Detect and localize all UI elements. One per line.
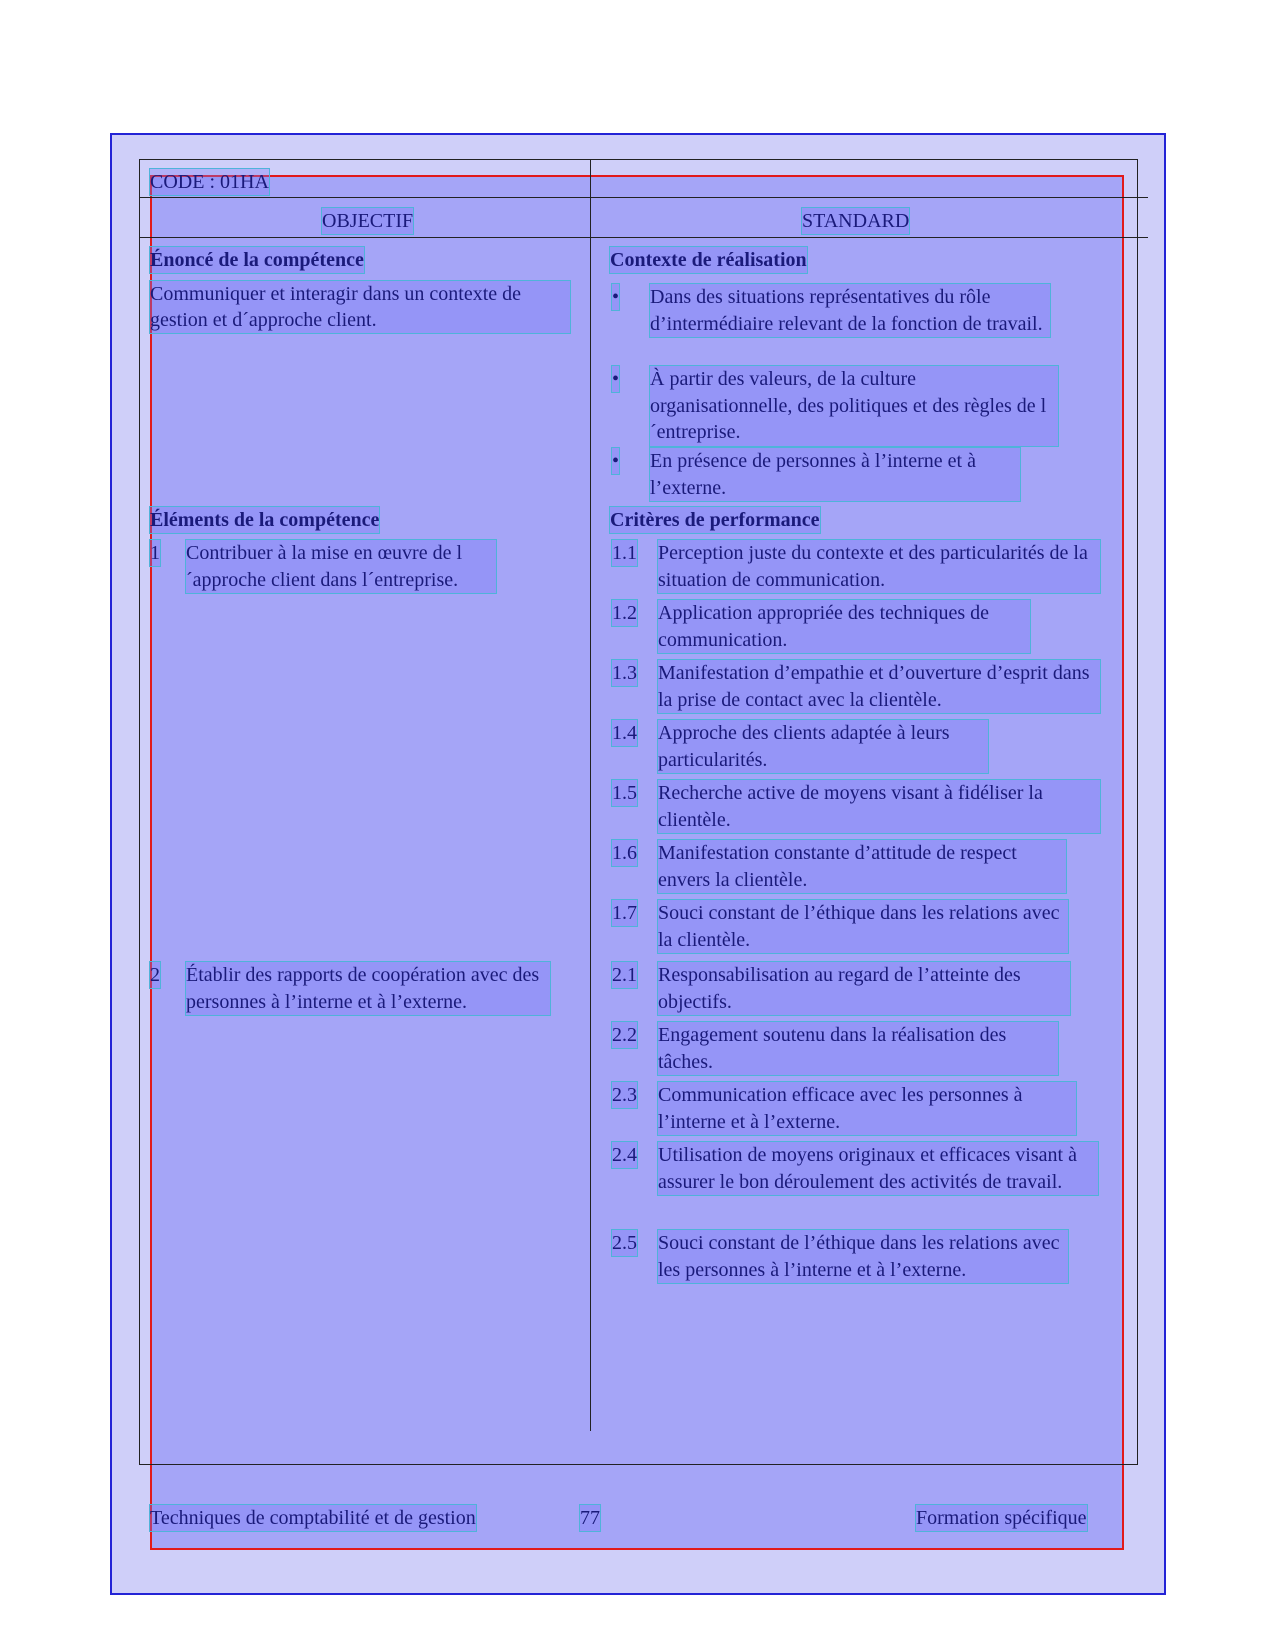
criterion-text: Souci constant de l’éthique dans les relations avec les personnes à l’interne et à l’externe.	[658, 1230, 1068, 1283]
criterion-text: Manifestation d’empathie et d’ouverture d’esprit dans la prise de contact avec la clientèle.	[658, 660, 1100, 713]
criterion-number: 2.3	[612, 1084, 637, 1106]
criterion-text: Recherche active de moyens visant à fidéliser la clientèle.	[658, 780, 1100, 833]
criterion-number: 2.4	[612, 1144, 637, 1166]
table-divider-columns	[139, 237, 1148, 238]
code-label: CODE : 01HA	[150, 171, 269, 193]
context-heading: Contexte de réalisation	[610, 249, 807, 271]
context-bullet-text: À partir des valeurs, de la culture organisationnelle, des politiques et des règles de l´entreprise.	[650, 366, 1058, 446]
criterion-text: Approche des clients adaptée à leurs particularités.	[658, 720, 988, 773]
context-bullet-text: Dans des situations représentatives du rôle d’intermédiaire relevant de la fonction de travail.	[650, 284, 1050, 337]
column-header-objective: OBJECTIF	[322, 210, 414, 232]
bullet-marker: •	[612, 368, 620, 390]
column-header-standard: STANDARD	[802, 210, 910, 232]
criterion-text: Souci constant de l’éthique dans les relations avec la clientèle.	[658, 900, 1068, 953]
criterion-text: Application appropriée des techniques de communication.	[658, 600, 1030, 653]
criteria-heading: Critères de performance	[610, 509, 820, 531]
context-bullet-text: En présence de personnes à l’interne et à l’externe.	[650, 448, 1020, 501]
element-number: 1	[150, 542, 160, 564]
criterion-text: Utilisation de moyens originaux et efficaces visant à assurer le bon déroulement des activités de travail.	[658, 1142, 1098, 1195]
criterion-number: 2.5	[612, 1232, 637, 1254]
element-text: Contribuer à la mise en œuvre de l´approche client dans l´entreprise.	[186, 540, 496, 593]
criterion-number: 1.3	[612, 662, 637, 684]
criterion-text: Manifestation constante d’attitude de respect envers la clientèle.	[658, 840, 1066, 893]
criterion-number: 1.6	[612, 842, 637, 864]
criterion-number: 1.1	[612, 542, 637, 564]
elements-heading: Éléments de la compétence	[150, 509, 380, 531]
criterion-text: Responsabilisation au regard de l’atteinte des objectifs.	[658, 962, 1070, 1015]
competence-heading: Énoncé de la compétence	[150, 249, 364, 271]
criterion-number: 2.2	[612, 1024, 637, 1046]
criterion-number: 1.4	[612, 722, 637, 744]
bullet-marker: •	[612, 286, 620, 308]
criterion-text: Communication efficace avec les personnes à l’interne et à l’externe.	[658, 1082, 1076, 1135]
competence-statement: Communiquer et interagir dans un contexte de gestion et d´approche client.	[150, 281, 570, 333]
criterion-number: 1.7	[612, 902, 637, 924]
footer-section: Formation spécifique	[916, 1507, 1087, 1529]
footer-program: Techniques de comptabilité et de gestion	[150, 1507, 476, 1529]
table-divider-header	[139, 197, 1148, 198]
criterion-number: 1.2	[612, 602, 637, 624]
criterion-text: Engagement soutenu dans la réalisation des tâches.	[658, 1022, 1058, 1075]
criterion-number: 1.5	[612, 782, 637, 804]
criterion-text: Perception juste du contexte et des particularités de la situation de communication.	[658, 540, 1100, 593]
table-column-separator	[590, 159, 591, 1431]
bullet-marker: •	[612, 450, 620, 472]
criterion-number: 2.1	[612, 964, 637, 986]
element-number: 2	[150, 964, 160, 986]
footer-page-number: 77	[580, 1507, 600, 1529]
element-text: Établir des rapports de coopération avec des personnes à l’interne et à l’externe.	[186, 962, 550, 1015]
